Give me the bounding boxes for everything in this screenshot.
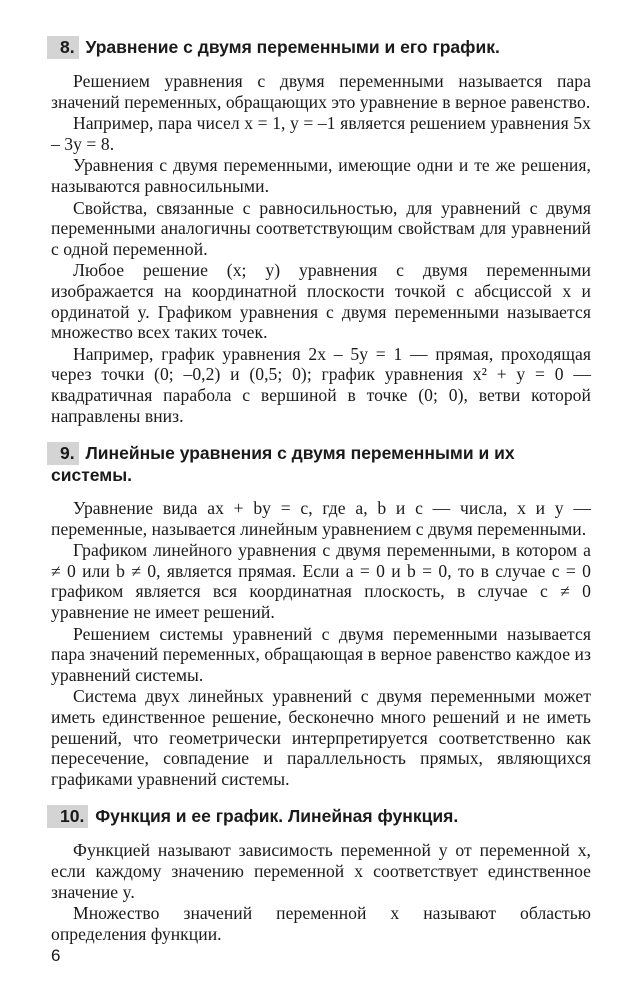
paragraph: Свойства, связанные с равносильностью, для уравнений с двумя переменными аналогичны соответствующим свойствам для уравнений с одной переменной. (51, 197, 591, 259)
paragraph: Любое решение (x; y) уравнения с двумя переменными изображается на координатной плоскости точкой с абсциссой x и ординатой y. Графиком уравнения с двумя переменными называется множество всех таких точек. (51, 260, 591, 343)
paragraph: Уравнения с двумя переменными, имеющие одни и те же решения, называются равносильными. (51, 155, 591, 196)
paragraph: Графиком линейного уравнения с двумя переменными, в котором a ≠ 0 или b ≠ 0, является прямая. Если a = 0 и b = 0, то в случае c = 0 графиком является вся координатная плоскость, в случае c ≠ 0 уравнение не имеет решений. (51, 540, 591, 623)
paragraph: Множество значений переменной x называют областью определения функции. (51, 903, 591, 944)
section-9 (51, 442, 591, 789)
paragraph: Решением уравнения с двумя переменными называется пара значений переменных, обращающих это уравнение в верное равенство. (51, 71, 591, 112)
paragraph: Функцией называют зависимость переменной y от переменной x, если каждому значению переменной x соответствует единственное значение y. (51, 840, 591, 902)
section-number: 9. (47, 442, 79, 465)
section-heading (51, 805, 591, 828)
paragraph: Система двух линейных уравнений с двумя переменными может иметь единственное решение, бесконечно много решений и не иметь решений, что геометрически интерпретируется соответственно как пересечение, совпадение и параллельность прямых, являющихся графиками уравнений системы. (51, 686, 591, 789)
section-heading (51, 36, 591, 59)
section-number: 8. (47, 36, 79, 59)
paragraph: Уравнение вида ax + by = c, где a, b и c — числа, x и y — переменные, называется линейным уравнением с двумя переменными. (51, 498, 591, 539)
section-8 (51, 36, 591, 426)
page-number: 6 (51, 946, 61, 965)
paragraph: Например, пара чисел x = 1, y = –1 является решением уравнения 5x – 3y = 8. (51, 113, 591, 154)
section-title: Уравнение с двумя переменными и его график. (85, 37, 500, 57)
section-number: 10. (47, 805, 88, 828)
section-title: Линейные уравнения с двумя переменными и их системы. (51, 443, 515, 486)
section-heading (51, 442, 591, 486)
section-title: Функция и ее график. Линейная функция. (95, 806, 459, 827)
paragraph: Решением системы уравнений с двумя переменными называется пара значений переменных, обращающая в верное равенство каждое из уравнений системы. (51, 623, 591, 685)
section-10 (51, 805, 591, 944)
paragraph: Например, график уравнения 2x – 5y = 1 — прямая, проходящая через точки (0; –0,2) и (0,5; 0); график уравнения x² + y = 0 — квадратичная парабола с вершиной в точке (0; 0), ветви которой направлены вниз. (51, 343, 591, 426)
page-content (51, 36, 591, 960)
